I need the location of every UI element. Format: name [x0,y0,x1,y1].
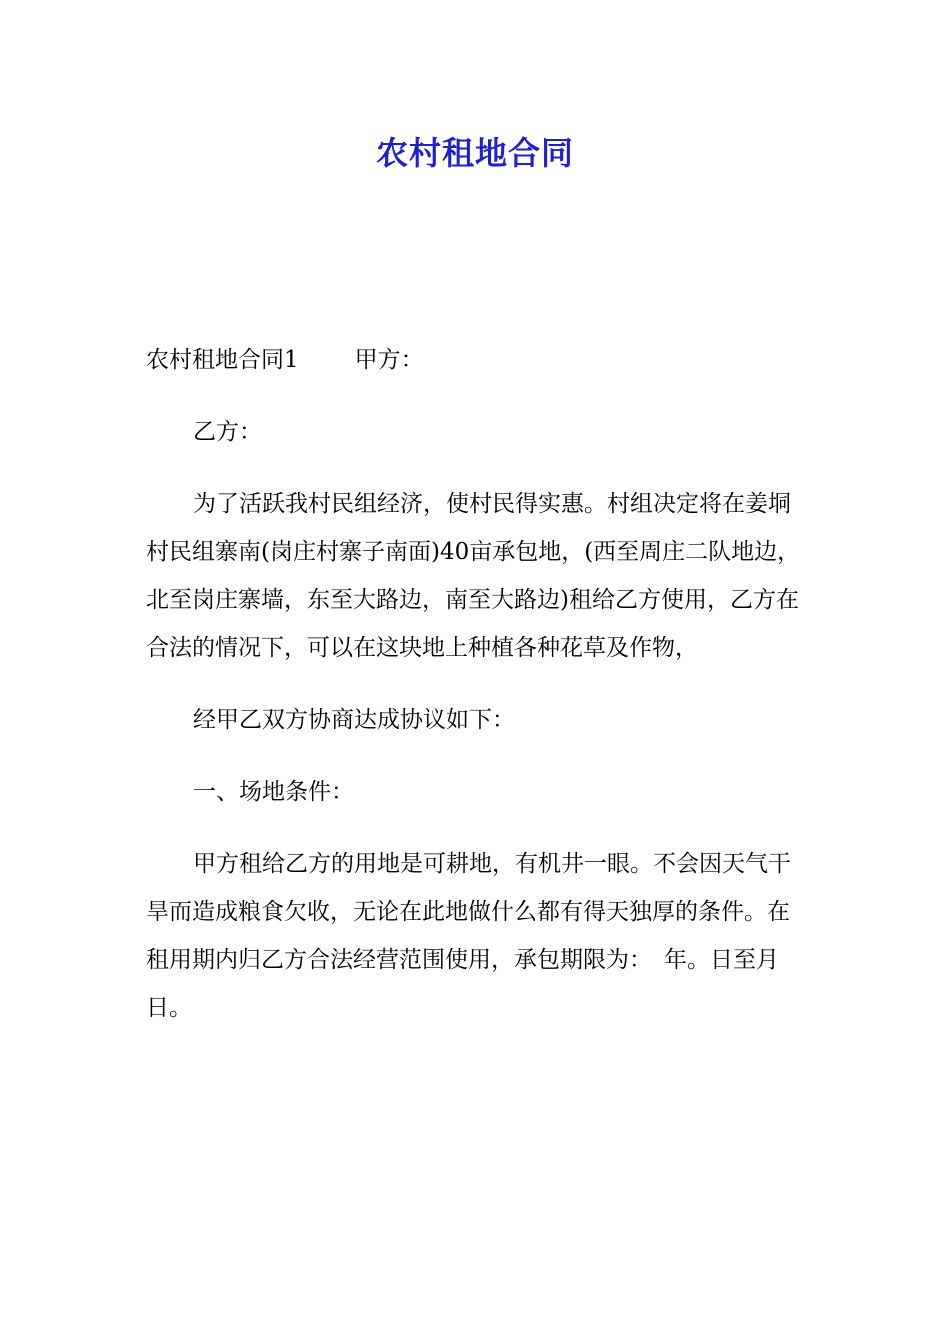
contract-label: 农村租地合同1 [146,347,299,373]
document-title: 农村租地合同 [375,134,574,172]
party-b-label: 乙方： [193,419,262,445]
party-a-label: 甲方： [354,347,424,373]
agreement-paragraph: 经甲乙双方协商达成协议如下： [193,707,515,733]
contract-header-line [146,336,810,384]
section-1-body: 甲方租给乙方的用地是可耕地，有机井一眼。不会因天气干旱而造成粮食欠收，无论在此地做什么都有得天独厚的条件。在租用期内归乙方合法经营范围使用，承包期限为： [146,851,791,973]
section-1-heading: 一、场地条件： [193,779,354,805]
section-1-month: 月 [756,947,779,973]
intro-paragraph: 为了活跃我村民组经济，使村民得实惠。村组决定将在姜垌村民组寨南(岗庄村寨子南面)40亩承包地，(西至周庄二队地边，北至岗庄寨墙，东至大路边，南至大路边)租给乙方使用，乙方在合法的情况下，可以在这块地上种植各种花草及作物， [146,491,801,661]
section-1-year: 年。日至 [664,947,756,973]
section-1-paragraph [146,840,810,1032]
document-body [146,336,810,1056]
section-1-day: 日。 [146,995,192,1021]
